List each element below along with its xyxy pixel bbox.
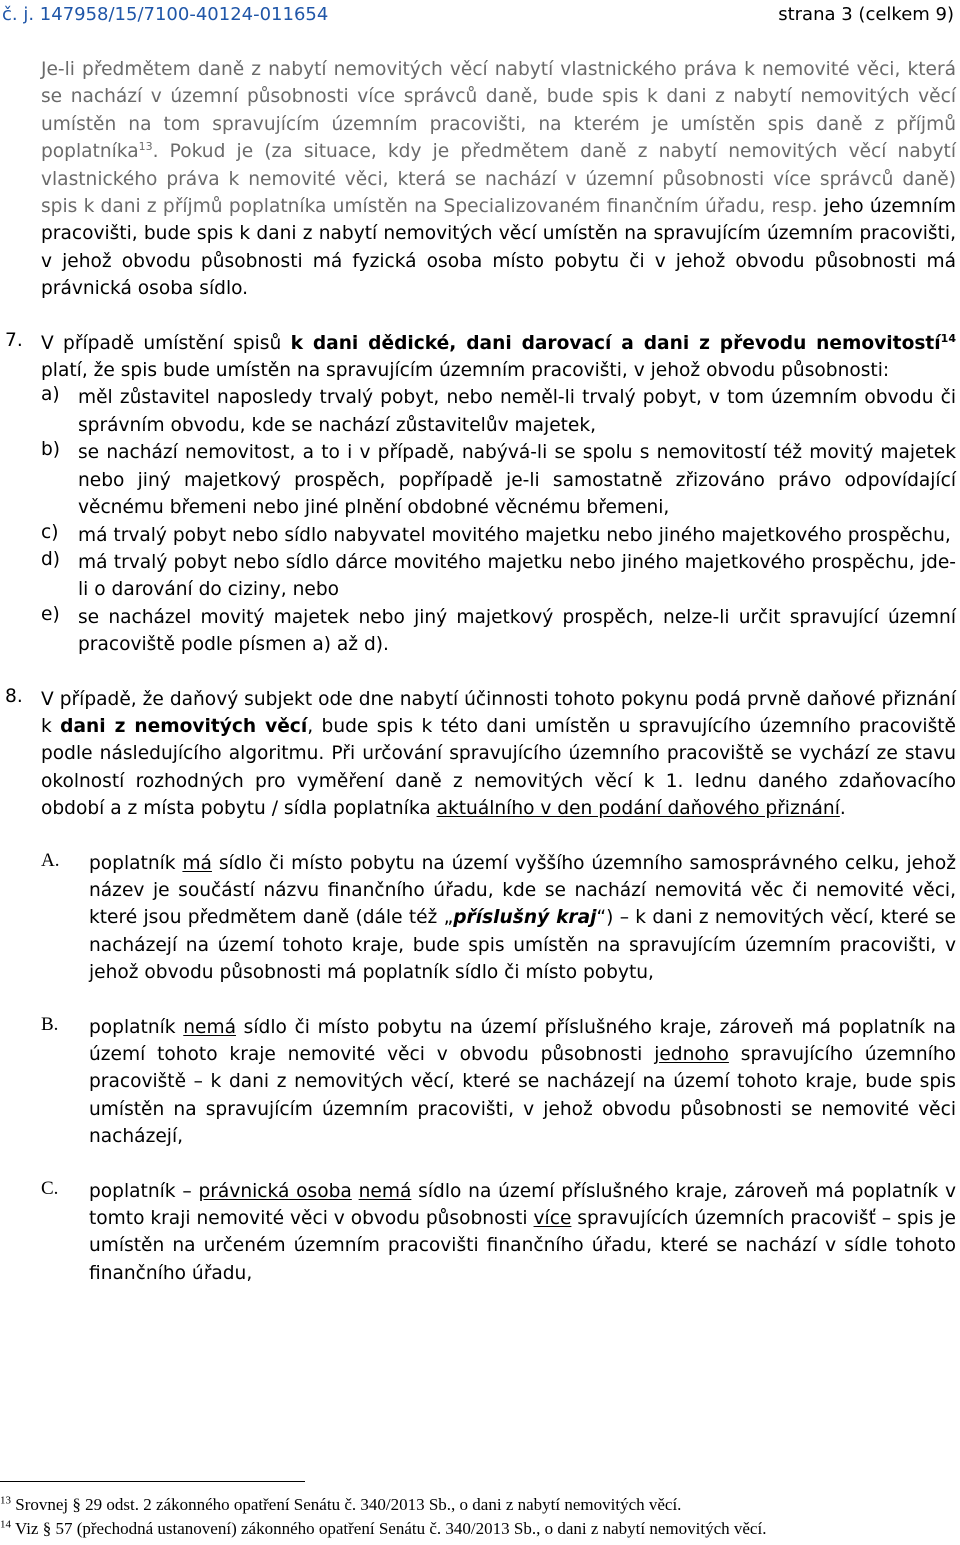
section-8-text-1: V případě, že daňový subjekt ode dne nabytí účinnosti tohoto pokynu podá prvně daňové přiznání k <box>41 688 956 737</box>
section-7-text-2: platí, že spis bude umístěn na spravujícím územním pracovišti, v jehož obvodu působnosti: <box>41 360 890 382</box>
section-8-underlined: aktuálního v den podání daňového přiznání <box>436 798 840 820</box>
case-a <box>41 850 956 987</box>
list-item <box>41 604 956 659</box>
list-item <box>41 522 956 549</box>
page-number: strana 3 (celkem 9) <box>778 4 954 25</box>
section-7-text-1: V případě umístění spisů <box>41 332 291 354</box>
footnote-ref-13: 13 <box>138 140 153 154</box>
list-item-label: c) <box>41 521 59 543</box>
list-item-text: měl zůstavitel naposledy trvalý pobyt, nebo neměl-li trvalý pobyt, v tom územním obvodu či správním obvodu, kde se nachází zůstavitelův majetek, <box>78 387 956 436</box>
footnote-number: 14 <box>0 1518 11 1531</box>
section-7 <box>5 329 956 659</box>
intro-text-1: Je-li předmětem daně z nabytí nemovitých věcí nabytí vlastnického práva k nemovité věci, která se nachází v územní působnosti více správců daně, bude spis k dani z nabytí nemovitých věcí umístěn na tom spravujícím územním pracovišti, na kterém je umístěn spis daně z příjmů poplatníka <box>41 59 956 163</box>
list-item-text: má trvalý pobyt nebo sídlo nabyvatel movitého majetku nebo jiného majetkového prospěchu, <box>78 524 951 546</box>
section-number: 7. <box>5 329 23 351</box>
list-item-label: d) <box>41 548 61 570</box>
case-b-text <box>89 1014 956 1151</box>
list-item <box>41 439 956 521</box>
list-item-label: b) <box>41 439 61 461</box>
case-label: A. <box>41 849 60 871</box>
case-text: spravujícího územního pracoviště – k dani z nemovitých věcí, které se nacházejí na území tohoto kraje, bude spis umístěn na spravujícím územním pracovišti, v jehož obvodu působnosti se nemovité věci nacházejí, <box>89 1044 956 1148</box>
list-item-label: a) <box>41 384 60 406</box>
section-8-text-3: . <box>839 798 846 820</box>
case-c <box>41 1178 956 1288</box>
case-underlined: má <box>182 852 212 874</box>
case-label: B. <box>41 1013 59 1035</box>
footnote-text: Srovnej § 29 odst. 2 zákonného opatření Senátu č. 340/2013 Sb., o dani z nabytí nemovitých věcí. <box>11 1495 682 1514</box>
case-c-text <box>89 1178 956 1288</box>
intro-text-2: . Pokud je (za situace, kdy je předmětem daně z nabytí nemovitých věcí nabytí vlastnického práva k nemovité věci, která se nachází v územní působnosti více správců daně) spis k dani z příjmů poplatníka umístěn na Specializovaném finančním úřadu, resp. <box>41 141 956 218</box>
section-8-bold: dani z nemovitých věcí <box>60 715 308 737</box>
list-item-label: e) <box>41 603 60 625</box>
intro-text-3: jeho územním pracovišti, bude spis k dani z nabytí nemovitých věcí umístěn na spravujícím územním pracovišti, v jehož obvodu působnosti má fyzická osoba místo pobytu či v jehož obvodu působnosti má právnická osoba sídlo. <box>41 196 956 300</box>
section-8-text <box>41 686 956 823</box>
case-text: sídlo či místo pobytu na území příslušného kraje, zároveň má poplatník na území tohoto kraje nemovité věci v obvodu působnosti <box>89 1016 956 1065</box>
section-8-text-2: , bude spis k této dani umístěn u spravujícího územního pracoviště podle následujícího algoritmu. Při určování spravujícího územního pracoviště se vychází ze stavu okolností rozhodných pro vyměření daně z nemovitých věcí k 1. lednu daného zdaňovacího období a z místa pobytu / sídla poplatníka <box>41 715 956 820</box>
list-item-text: se nachází nemovitost, a to i v případě, nabývá-li se spolu s nemovitostí též movitý majetek nebo jiný majetkový prospěch, popřípadě je-li samostatně zřizováno právo odpovídající věcnému břemeni nebo jiné plnění obdobné věcnému břemeni, <box>78 442 956 519</box>
case-text: spravujících územních pracovišť – spis je umístěn na určeném územním pracovišti finančního úřadu, které se nachází v sídle tohoto finančního úřadu, <box>89 1208 956 1284</box>
case-text: sídlo na území příslušného kraje, zároveň má poplatník v tomto kraji nemovité věci v obvodu působnosti <box>89 1180 957 1230</box>
footnote-divider <box>0 1481 305 1482</box>
section-8 <box>5 685 956 823</box>
case-underlined: nemá <box>358 1180 412 1202</box>
case-text <box>352 1181 359 1202</box>
case-text: sídlo či místo pobytu na území vyššího územního samosprávného celku, jehož název je součástí názvu finančního úřadu, kde se nachází nemovitá věc či nemovité věci, které jsou předmětem daně (dále též „ <box>89 852 956 929</box>
case-bold-italic: příslušný kraj <box>453 907 597 929</box>
document-body <box>5 56 957 1287</box>
case-underlined: jednoho <box>654 1044 729 1065</box>
list-item <box>41 384 956 439</box>
footnote-13 <box>0 1495 681 1515</box>
case-text: poplatník <box>89 852 183 874</box>
case-a-text <box>89 850 956 987</box>
list-item-text: se nacházel movitý majetek nebo jiný majetkový prospěch, nelze-li určit spravující územní pracoviště podle písmen a) až d). <box>78 606 956 656</box>
footnote-ref-14: 14 <box>940 331 956 345</box>
footnote-text: Viz § 57 (přechodná ustanovení) zákonného opatření Senátu č. 340/2013 Sb., o dani z nabytí nemovitých věcí. <box>11 1519 767 1538</box>
list-item <box>41 549 956 604</box>
footnote-number: 13 <box>0 1494 11 1507</box>
case-label: C. <box>41 1177 59 1199</box>
case-text: poplatník <box>89 1016 184 1038</box>
section-number: 8. <box>5 685 23 707</box>
case-underlined: více <box>533 1208 572 1230</box>
document-reference: č. j. 147958/15/7100-40124-011654 <box>2 4 329 25</box>
list-item-text: má trvalý pobyt nebo sídlo dárce movitého majetku nebo jiného majetkového prospěchu, jde-li o darování do ciziny, nebo <box>78 551 956 601</box>
case-text: “) – k dani z nemovitých věcí, které se nacházejí na území tohoto kraje, bude spis umístěn na spravujícím územním pracovišti, v jehož obvodu působnosti má poplatník sídlo či místo pobytu, <box>89 907 956 984</box>
case-underlined: nemá <box>183 1016 236 1038</box>
case-underlined: právnická osoba <box>198 1180 352 1202</box>
intro-paragraph <box>41 56 956 303</box>
page-header <box>2 4 954 30</box>
section-7-intro <box>41 330 956 385</box>
case-b <box>41 1014 956 1151</box>
case-text: poplatník – <box>89 1180 199 1202</box>
footnote-14 <box>0 1519 766 1539</box>
section-7-bold: k dani dědické, dani darovací a dani z převodu nemovitostí <box>290 332 941 354</box>
